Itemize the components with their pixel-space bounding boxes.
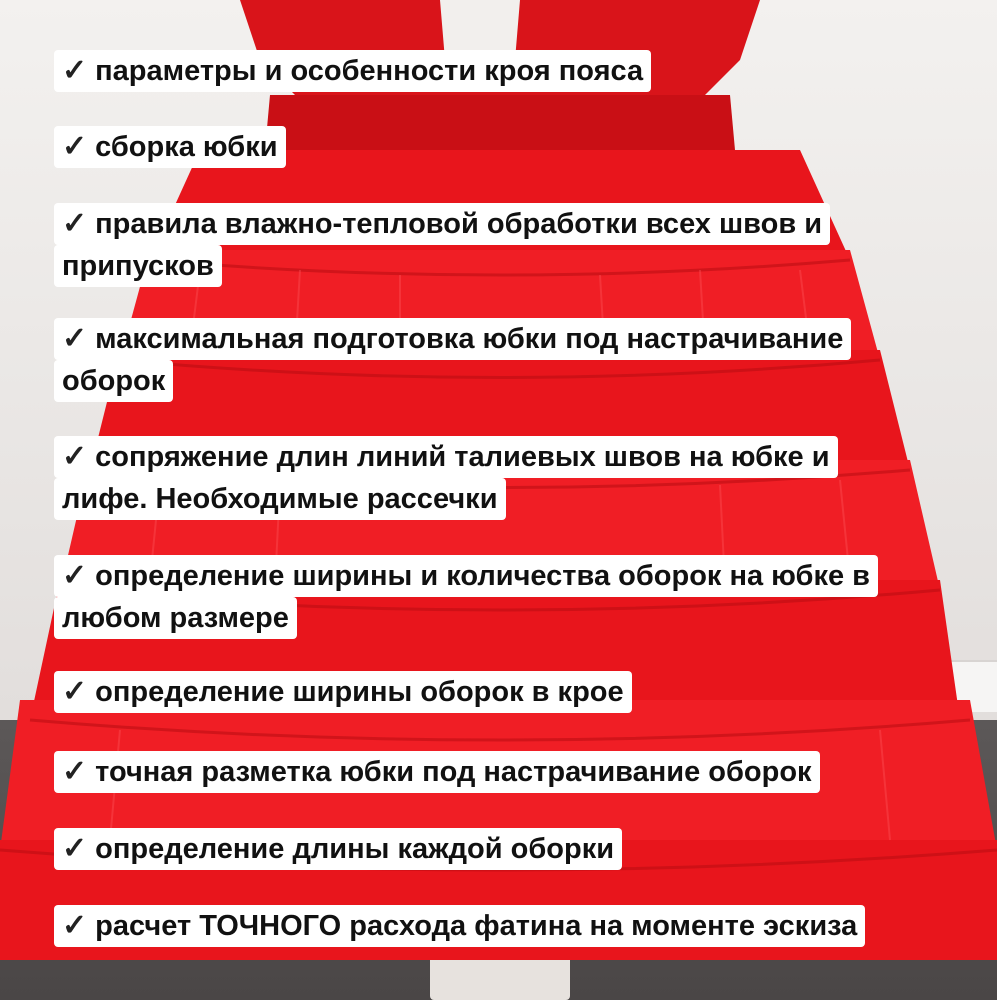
item-line-1: ✓ максимальная подготовка юбки под настрачивание [54, 318, 851, 360]
item-line-1: ✓ параметры и особенности кроя пояса [54, 50, 651, 92]
check-icon: ✓ [62, 755, 88, 788]
list-item [54, 671, 632, 713]
list-item [54, 828, 622, 870]
list-item [54, 50, 651, 92]
item-line-1: ✓ расчет ТОЧНОГО расхода фатина на моменте эскиза [54, 905, 865, 947]
list-item [54, 126, 286, 168]
check-icon: ✓ [62, 54, 88, 87]
list-item [54, 905, 865, 947]
item-line-1: ✓ определение ширины оборок в крое [54, 671, 632, 713]
list-item [54, 318, 851, 402]
item-line-1: ✓ сопряжение длин линий талиевых швов на юбке и [54, 436, 838, 478]
item-line-1: ✓ точная разметка юбки под настрачивание оборок [54, 751, 820, 793]
item-line-2: лифе. Необходимые рассечки [54, 478, 506, 520]
item-line-1: ✓ правила влажно-тепловой обработки всех швов и [54, 203, 830, 245]
list-item [54, 203, 830, 287]
item-line-1: ✓ сборка юбки [54, 126, 286, 168]
item-line-2: оборок [54, 360, 173, 402]
check-icon: ✓ [62, 130, 88, 163]
item-line-2: припусков [54, 245, 222, 287]
check-icon: ✓ [62, 440, 88, 473]
item-line-1: ✓ определение длины каждой оборки [54, 828, 622, 870]
list-item [54, 555, 878, 639]
check-icon: ✓ [62, 322, 88, 355]
list-item [54, 751, 820, 793]
check-icon: ✓ [62, 909, 88, 942]
check-icon: ✓ [62, 559, 88, 592]
list-item [54, 436, 838, 520]
check-icon: ✓ [62, 675, 88, 708]
check-icon: ✓ [62, 832, 88, 865]
check-icon: ✓ [62, 207, 88, 240]
item-line-2: любом размере [54, 597, 297, 639]
item-line-1: ✓ определение ширины и количества оборок на юбке в [54, 555, 878, 597]
